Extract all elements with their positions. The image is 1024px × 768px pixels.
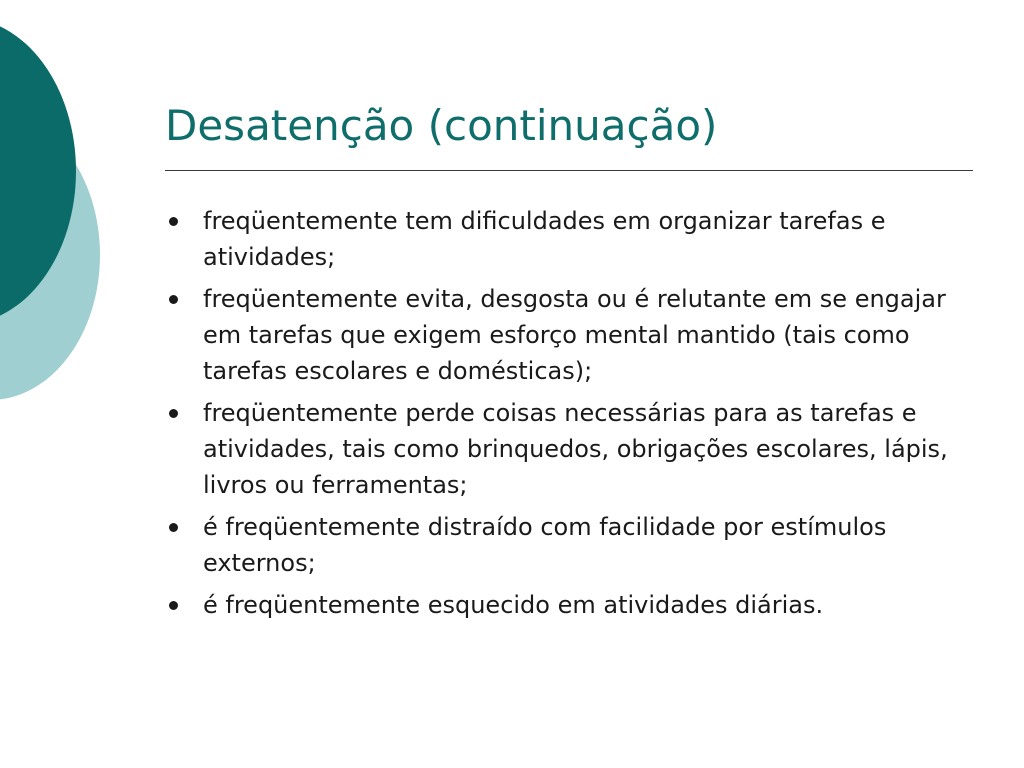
bullet-list	[165, 203, 975, 629]
bullet-dot-icon	[169, 217, 178, 226]
bullet-text: freqüentemente perde coisas necessárias para as tarefas e atividades, tais como brinquedos, obrigações escolares, lápis, livros ou ferramentas;	[203, 399, 948, 499]
bullet-dot-icon	[169, 409, 178, 418]
bullet-item	[165, 395, 975, 503]
bullet-text: é freqüentemente distraído com facilidade por estímulos externos;	[203, 513, 887, 577]
bullet-dot-icon	[169, 601, 178, 610]
slide-title: Desatenção (continuação)	[165, 101, 718, 150]
bullet-text: é freqüentemente esquecido em atividades diárias.	[203, 591, 824, 619]
bullet-dot-icon	[169, 523, 178, 532]
bullet-item	[165, 203, 975, 275]
bullet-item	[165, 281, 975, 389]
bullet-item	[165, 587, 975, 623]
bullet-dot-icon	[169, 295, 178, 304]
bullet-text: freqüentemente tem dificuldades em organizar tarefas e atividades;	[203, 207, 886, 271]
title-divider	[165, 170, 973, 171]
bullet-text: freqüentemente evita, desgosta ou é relutante em se engajar em tarefas que exigem esforço mental mantido (tais como tarefas escolares e domésticas);	[203, 285, 946, 385]
bullet-item	[165, 509, 975, 581]
